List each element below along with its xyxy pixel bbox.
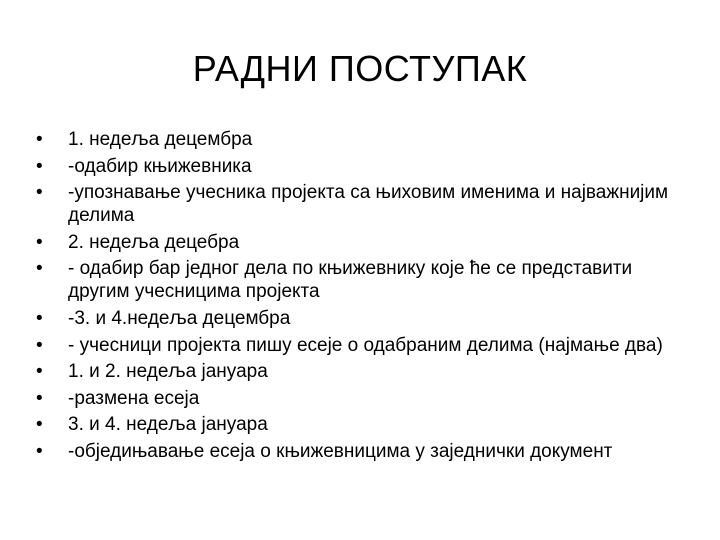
list-item xyxy=(36,181,696,227)
bullet-icon: • xyxy=(36,334,43,356)
list-item-text: -одабир књижевника xyxy=(68,155,252,177)
bullet-icon: • xyxy=(36,182,43,204)
list-item-text: 2. недеља децебра xyxy=(68,231,240,253)
list-item-text: -3. и 4.недеља децембра xyxy=(68,307,291,329)
bullet-icon: • xyxy=(36,307,43,329)
list-item-text: - учесници пројекта пишу есеје о одабраним делима (најмање два) xyxy=(68,334,663,356)
list-item xyxy=(36,360,696,383)
list-item-text: 3. и 4. недеља јануара xyxy=(68,414,268,436)
bullet-list xyxy=(36,128,696,467)
bullet-icon: • xyxy=(36,414,43,436)
list-item xyxy=(36,440,696,463)
list-item xyxy=(36,334,696,357)
list-item-text: -размена есеја xyxy=(68,387,200,409)
bullet-icon: • xyxy=(36,440,43,462)
list-item-text: -обједињавање есеја о књижевницима у заједнички документ xyxy=(68,440,613,462)
bullet-icon: • xyxy=(36,361,43,383)
list-item xyxy=(36,257,696,303)
list-item xyxy=(36,128,696,151)
bullet-icon: • xyxy=(36,231,43,253)
list-item-text: -упознавање учесника пројекта са њиховим именима и најважнијим делима xyxy=(68,182,669,227)
slide-title: РАДНИ ПОСТУПАК xyxy=(192,48,528,89)
bullet-icon: • xyxy=(36,129,43,150)
list-item xyxy=(36,307,696,330)
list-item xyxy=(36,231,696,254)
list-item-text: 1. и 2. недеља јануара xyxy=(68,361,268,383)
list-item xyxy=(36,387,696,410)
list-item-text: 1. недеља децембра xyxy=(68,129,253,150)
list-item-text: - одабир бар једног дела по књижевнику које ће се представити другим учесницима пројекта xyxy=(68,258,633,303)
list-item xyxy=(36,413,696,436)
list-item xyxy=(36,155,696,178)
bullet-icon: • xyxy=(36,155,43,177)
bullet-icon: • xyxy=(36,387,43,409)
bullet-icon: • xyxy=(36,258,43,280)
